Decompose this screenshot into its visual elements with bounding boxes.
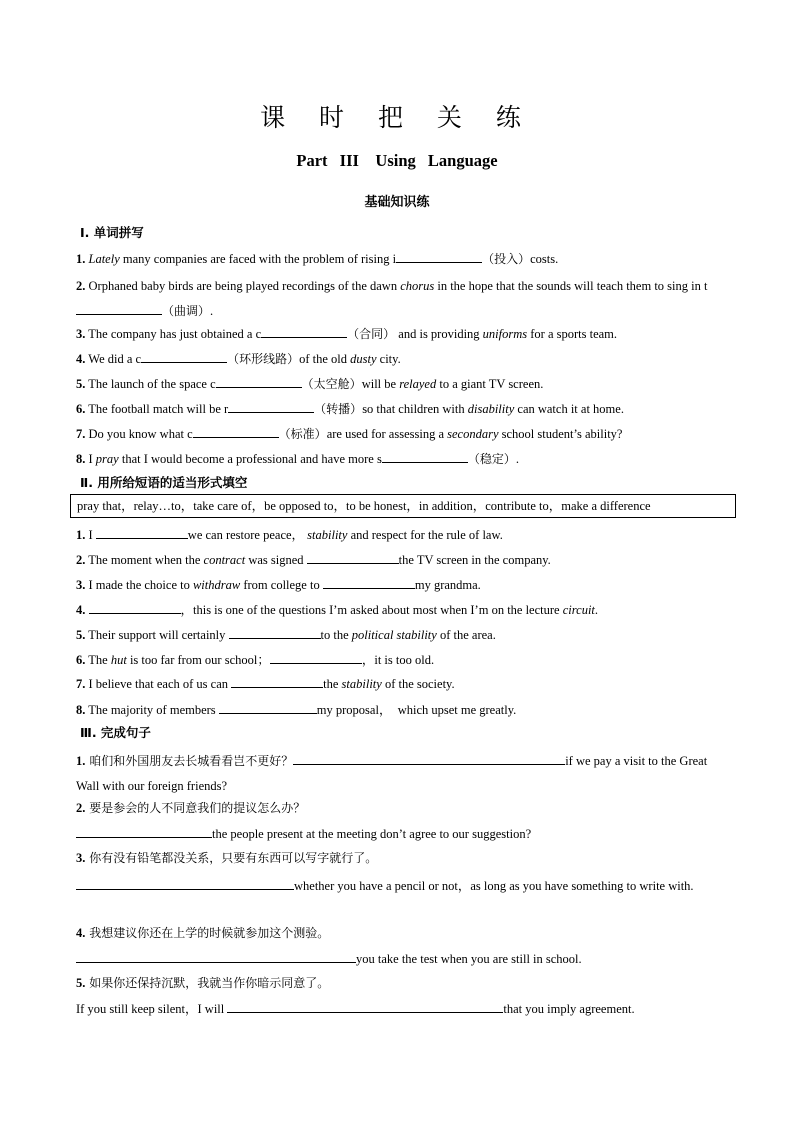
answer-blank[interactable]: [261, 324, 347, 338]
p1-q1: 1. Lately many companies are faced with the problem of rising i （投入）costs.: [76, 249, 718, 268]
answer-blank[interactable]: [76, 824, 212, 838]
p1-q4: 4. We did a c （环形线路）of the old dusty city.: [76, 349, 718, 368]
phrase-box: pray that，relay…to，take care of，be opposed to，to be honest，in addition，contribute to，make a difference: [70, 494, 736, 518]
page-title: 课 时 把 关 练: [260, 103, 534, 132]
p3-q3-prompt: 3. 你有没有铅笔都没关系，只要有东西可以写字就行了。: [76, 851, 378, 865]
answer-blank[interactable]: [76, 301, 162, 315]
p3-q4-answer: you take the test when you are still in school.: [76, 949, 718, 968]
answer-blank[interactable]: [193, 424, 279, 438]
p1-q7: 7. Do you know what c （标准）are used for assessing a secondary school student’s ability?: [76, 424, 718, 443]
p3-q4-prompt: 4. 我想建议你还在上学的时候就参加这个测验。: [76, 926, 330, 940]
section-heading: 基础知识练: [364, 195, 430, 210]
answer-blank[interactable]: [76, 876, 294, 890]
answer-blank[interactable]: [293, 751, 565, 765]
p3-q5-answer: If you still keep silent，I will that you imply agreement.: [76, 999, 718, 1018]
answer-blank[interactable]: [307, 550, 399, 564]
answer-blank[interactable]: [323, 575, 415, 589]
p1-q2: 2. Orphaned baby birds are being played recordings of the dawn chorus in the hope that the sounds will teach them to sing in t（曲调）.: [76, 279, 708, 318]
answer-blank[interactable]: [270, 650, 362, 664]
p2-q1: 1. I we can restore peace， stability and respect for the rule of law.: [76, 525, 718, 544]
section-2-label: Ⅱ. 用所给短语的适当形式填空: [80, 475, 248, 490]
answer-blank[interactable]: [141, 349, 227, 363]
answer-blank[interactable]: [76, 949, 356, 963]
answer-blank[interactable]: [89, 600, 181, 614]
p2-q2: 2. The moment when the contract was signed the TV screen in the company.: [76, 550, 718, 569]
p1-q8: 8. I pray that I would become a professional and have more s （稳定）.: [76, 449, 718, 468]
answer-blank[interactable]: [396, 249, 482, 263]
p1-q5: 5. The launch of the space c （太空舱）will be relayed to a giant TV screen.: [76, 374, 718, 393]
p2-q7: 7. I believe that each of us can the stability of the society.: [76, 674, 718, 693]
answer-blank[interactable]: [231, 674, 323, 688]
p2-q4: 4. ，this is one of the questions I’m asked about most when I’m on the lecture circuit.: [76, 600, 718, 619]
p3-q2-prompt: 2. 要是参会的人不同意我们的提议怎么办？: [76, 801, 306, 815]
p1-q3: 3. The company has just obtained a c （合同） and is providing uniforms for a sports team.: [76, 324, 718, 343]
answer-blank[interactable]: [216, 374, 302, 388]
p1-q6: 6. The football match will be r （转播）so that children with disability can watch it at home.: [76, 399, 718, 418]
section-3-label: Ⅲ. 完成句子: [80, 725, 151, 740]
p2-q8: 8. The majority of members my proposal， which upset me greatly.: [76, 700, 718, 719]
p2-q6: 6. The hut is too far from our school； ，it is too old.: [76, 650, 718, 669]
p3-q3-answer: whether you have a pencil or not，as long as you have something to write with.: [76, 874, 718, 899]
answer-blank[interactable]: [382, 449, 468, 463]
p3-q5-prompt: 5. 如果你还保持沉默，我就当作你暗示同意了。: [76, 976, 330, 990]
answer-blank[interactable]: [96, 525, 188, 539]
answer-blank[interactable]: [229, 625, 321, 639]
p2-q5: 5. Their support will certainly to the political stability of the area.: [76, 625, 718, 644]
answer-blank[interactable]: [227, 999, 503, 1013]
p3-q2-answer: the people present at the meeting don’t agree to our suggestion?: [76, 824, 718, 843]
answer-blank[interactable]: [228, 399, 314, 413]
page-subtitle: Part III Using Language: [296, 151, 498, 170]
p3-q1: 1. 咱们和外国朋友去长城看看岂不更好？ if we pay a visit to the Great Wall with our foreign friends?: [76, 749, 718, 799]
p2-q3: 3. I made the choice to withdraw from college to my grandma.: [76, 575, 718, 594]
section-1-label: Ⅰ. 单词拼写: [80, 225, 144, 240]
answer-blank[interactable]: [219, 700, 317, 714]
